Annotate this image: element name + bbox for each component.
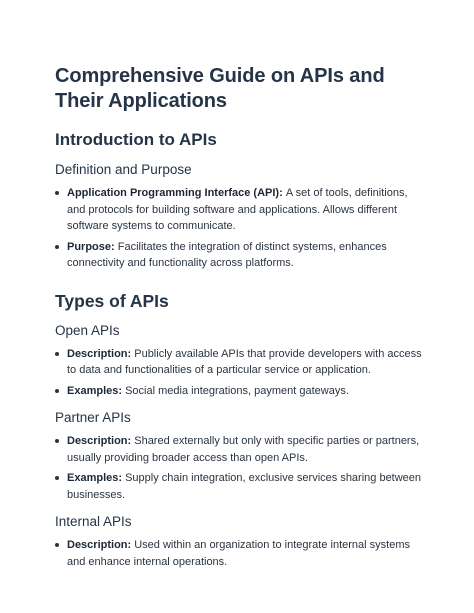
list-item — [55, 346, 426, 379]
open-apis-list — [55, 346, 426, 400]
list-item — [55, 239, 426, 272]
subsection-heading-partner-apis: Partner APIs — [55, 410, 131, 425]
subsection-heading-definition: Definition and Purpose — [55, 162, 192, 177]
subsection-heading-internal-apis: Internal APIs — [55, 514, 132, 529]
item-term: Examples: — [67, 472, 126, 484]
item-term: Purpose: — [67, 240, 118, 253]
item-text: Publicly available APIs that provide developers with access to data and functionalities of a particular service or application. — [67, 347, 422, 376]
item-text: A set of tools, definitions, and protocols for building software and applications. Allows different software systems to communicate. — [67, 187, 408, 232]
subsection-heading-open-apis: Open APIs — [55, 322, 120, 338]
list-item — [55, 537, 426, 570]
item-text: Used within an organization to integrate internal systems and enhance internal operations. — [67, 539, 410, 568]
item-term: Application Programming Interface (API): — [67, 187, 286, 199]
bullet-icon — [55, 439, 59, 443]
item-term: Description: — [67, 435, 135, 447]
section-heading-introduction: Introduction to APIs — [55, 130, 217, 149]
internal-apis-list — [55, 537, 426, 570]
bullet-icon — [55, 543, 59, 547]
list-item — [55, 470, 426, 503]
item-text: Supply chain integration, exclusive services sharing between businesses. — [67, 472, 422, 501]
item-term: Description: — [67, 539, 135, 551]
bullet-icon — [55, 191, 59, 195]
page-title: Comprehensive Guide on APIs and Their Applications — [55, 65, 385, 112]
list-item — [55, 433, 426, 466]
bullet-icon — [55, 245, 59, 249]
list-item — [55, 185, 426, 235]
list-item — [55, 383, 426, 400]
bullet-icon — [55, 476, 59, 480]
section-heading-types: Types of APIs — [55, 290, 169, 311]
item-text: Social media integrations, payment gateways. — [125, 384, 349, 397]
partner-apis-list — [55, 433, 426, 503]
bullet-icon — [55, 352, 59, 356]
item-text: Facilitates the integration of distinct systems, enhances connectivity and functionality across platforms. — [67, 240, 387, 269]
item-term: Description: — [67, 347, 135, 360]
bullet-icon — [55, 389, 59, 393]
item-term: Examples: — [67, 384, 126, 397]
definition-list — [55, 185, 426, 272]
item-text: Shared externally but only with specific parties or partners, usually providing broader access than open APIs. — [67, 435, 420, 464]
